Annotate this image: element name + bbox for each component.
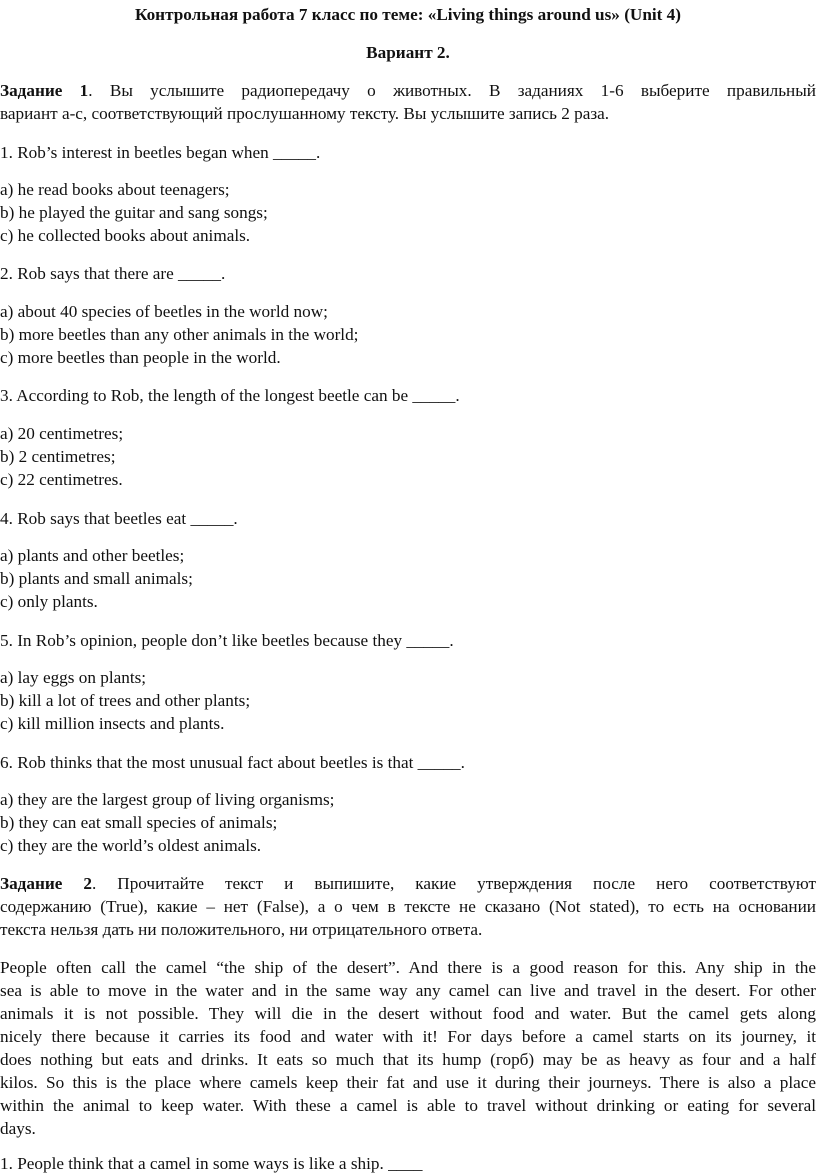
passage-line: does nothing but eats and drinks. It eats so much that its hump (горб) may be as heavy as four and a half xyxy=(0,1050,816,1069)
question-4-option-b: b) plants and small animals; xyxy=(0,569,193,588)
question-5-option-a: a) lay eggs on plants; xyxy=(0,668,147,687)
task2-instruction-line3: текста нельзя дать ни положительного, ни отрицательного ответа. xyxy=(0,920,483,939)
statement-1: 1. People think that a camel in some ways is like a ship. ____ xyxy=(0,1154,423,1173)
passage-line: animals it is not possible. They will die in the desert without food and water. But the camel gets along xyxy=(0,1004,816,1023)
question-1: 1. Rob’s interest in beetles began when _____. xyxy=(0,143,321,162)
question-2-option-a: a) about 40 species of beetles in the world now; xyxy=(0,302,328,321)
variant-heading: Вариант 2. xyxy=(366,43,450,62)
page-title: Контрольная работа 7 класс по теме: «Living things around us» (Unit 4) xyxy=(134,5,681,24)
passage-line: within the animal to keep water. With these a camel is able to travel without drinking or eating for several xyxy=(0,1096,816,1115)
question-6-option-b: b) they can eat small species of animals; xyxy=(0,813,278,832)
question-1-option-b: b) he played the guitar and sang songs; xyxy=(0,203,268,222)
passage-line: kilos. So this is the place where camels keep their fat and use it during their journeys. There is also a place xyxy=(0,1073,816,1092)
question-6: 6. Rob thinks that the most unusual fact about beetles is that _____. xyxy=(0,753,465,772)
question-2-option-c: c) more beetles than people in the world. xyxy=(0,348,281,367)
question-5: 5. In Rob’s opinion, people don’t like beetles because they _____. xyxy=(0,631,454,650)
question-3-option-a: a) 20 centimetres; xyxy=(0,424,124,443)
task1-label: Задание 1 xyxy=(0,81,89,100)
question-3-option-c: c) 22 centimetres. xyxy=(0,470,123,489)
passage-line: People often call the camel “the ship of the desert”. And there is a good reason for this. Any ship in the xyxy=(0,958,816,977)
task1-instruction-line1: Задание 1. Вы услышите радиопередачу о животных. В заданиях 1-6 выберите правильный xyxy=(0,81,816,100)
task2-instruction-line2: содержанию (True), какие – нет (False), а о чем в тексте не сказано (Not stated), то есть на основании xyxy=(0,897,816,916)
question-1-option-c: c) he collected books about animals. xyxy=(0,226,251,245)
task2-label: Задание 2 xyxy=(0,874,92,893)
question-4: 4. Rob says that beetles eat _____. xyxy=(0,509,238,528)
question-3-option-b: b) 2 centimetres; xyxy=(0,447,116,466)
passage-line: nicely there because it carries its food and water with it! For days before a camel starts on its journey, it xyxy=(0,1027,816,1046)
task1-instruction-line2: вариант a-c, соответствующий прослушанному тексту. Вы услышите запись 2 раза. xyxy=(0,104,610,123)
question-4-option-c: c) only plants. xyxy=(0,592,98,611)
question-5-option-b: b) kill a lot of trees and other plants; xyxy=(0,691,251,710)
question-6-option-a: a) they are the largest group of living organisms; xyxy=(0,790,335,809)
passage-line: days. xyxy=(0,1119,36,1138)
passage-line: sea is able to move in the water and in the same way any camel can live and travel in the desert. For other xyxy=(0,981,816,1000)
question-3: 3. According to Rob, the length of the longest beetle can be _____. xyxy=(0,386,460,405)
question-2: 2. Rob says that there are _____. xyxy=(0,264,226,283)
question-4-option-a: a) plants and other beetles; xyxy=(0,546,185,565)
question-1-option-a: a) he read books about teenagers; xyxy=(0,180,230,199)
task2-instruction-line1: Задание 2. Прочитайте текст и выпишите, какие утверждения после него соответствуют xyxy=(0,874,816,893)
question-2-option-b: b) more beetles than any other animals in the world; xyxy=(0,325,359,344)
question-5-option-c: c) kill million insects and plants. xyxy=(0,714,225,733)
question-6-option-c: c) they are the world’s oldest animals. xyxy=(0,836,262,855)
